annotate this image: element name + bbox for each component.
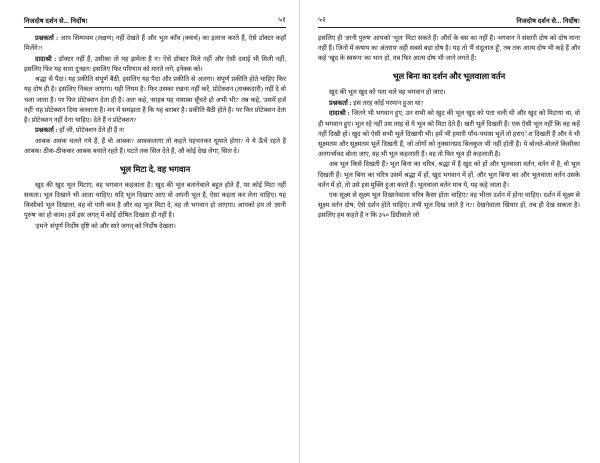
paragraph-text: श्रद्धा से पैदा। यह प्रकीति संपूर्ण बैठी, इसलिए यह पैदा और प्रकीति से अलगा। संपूर्ण प्रकीति होते चाहिए फिर यह दोष ही है। इसलिए निकल जाएगा। यही नियम है। फिर उसका रखना नहीं करें, प्रोटेक्शन (ताक्कदारी) नहीं दे वो चला जाता है। पर फिर प्रोटेक्शन देता ही है। अतः कहे, 'साहब यह नासाबा सूँचते हो अभी भी?' तब कहे, 'उसमें हर्ज नहीं' यह प्रोटेक्शन दिया करवाता है। मन में समझता है कि यह बराबर है। प्रकीति बैठी होते है। पर फिर प्रोटेक्शन देता है। प्रोटेक्शन नहीं देना चाहिए। देते हैं न प्रोटेक्शन? xyxy=(24,76,286,124)
page-left-body xyxy=(24,34,286,232)
paragraph xyxy=(318,99,580,109)
paragraph xyxy=(24,55,286,75)
section-heading: भूल बिना का दर्शन और भूलवाला वर्तन xyxy=(392,72,506,82)
speaker-label: दादाश्री : xyxy=(329,110,350,118)
running-title-left: निजदोष दर्शन से... निर्दोष! xyxy=(24,18,88,25)
paragraph-text: एक सूक्ष्म से सूक्ष्म भूल दिखानेवाला चरित्र कैसा होता चाहिए? वह भीतर दर्शन में होना चाहिए। दर्शन में सूक्ष्म से सूक्ष्म वर्तन दोष, ऐसे दर्शन होते चाहिए। तभी भूल दिख जाते है न?! देखनेवाला खियार हो, तब ही देख सकता है। इसलिए हम कहते हैं न कि ३५० डिग्रीवाले जो xyxy=(318,192,580,220)
paragraph-text: जितने भी भगवान हुए, उन सभी को खुद की भूल खुद को पता चली थी और खुद को मिटाया था, वो ही भगवान हुए। भूल रहे नहीं उस तरह से ये भूल को मिटा देते हैं। खरी भूलें दिखती हैं। एक ऐसी भूल नहीं कि वह कहें नहीं दिखी हो। खुद को ऐसी सभी भूलें दिखायी भी। हमें भी हमारी पाँच-पचास भूलें तो हराएेश दिखती हैं और वे भी सूक्ष्मतम और सूक्ष्मतम भूलें दिखती हैं, जो लोगों को नुक्सानप्रद बिलकुल भी नहीं होती हैं। ये बोलते-बोलते किसीका अनगर्भावद बोला जाए, वह भी भूल कहलाती हैं। वह तो फिर भूल ही कहलाती है। xyxy=(318,110,580,158)
paragraph-text: इस तरह कोई परमान हुआ था? xyxy=(353,99,424,107)
page-left-header xyxy=(24,14,286,25)
paragraph xyxy=(318,191,580,221)
paragraph xyxy=(318,109,580,159)
paragraph-text: आप सिम्पथम (लक्षण) नहीं देखते हैं और भूल काँव (क्वार्थ) का इलाज करते हैं, ऐसे डॉक्टर कहाँ मिलेंगे?! xyxy=(24,35,286,53)
paragraph xyxy=(318,160,580,190)
paragraph xyxy=(24,75,286,125)
paragraph-text: अब भूल किसे दिखती हैं? भूल बिना का चरित्र, श्रद्धा में है खुद को हों और भूलवाला वर्तन, वर्तन में है, वो भूल दिखती हैं। भूल बिना का चरित्र उसमें श्रद्धा में हों, खुद भगवान में हों, और भूल बिना का और भूलवाला वर्तन उसके वर्तन में हो, तो उसे इस मुक्ति हुआ करते हैं। भूलवाला वर्तन मात्र ये, यह कहे जाता है। xyxy=(318,161,580,189)
section-heading: भूल मिटा दे, वह भगवान xyxy=(119,165,191,175)
speaker-label: दादाश्री : xyxy=(35,55,57,63)
paragraph-text: हाँ जी, प्रोटेक्शन देते ही हैं न! xyxy=(59,127,125,135)
header-rule-left xyxy=(24,27,286,28)
folio-left: ५१ xyxy=(278,15,286,24)
paragraph xyxy=(24,181,286,221)
speaker-label: प्रश्नकर्ता : xyxy=(35,127,58,135)
page-right-header xyxy=(318,14,580,25)
paragraph xyxy=(24,34,286,54)
paragraph xyxy=(318,34,580,64)
folio-right: ५२ xyxy=(318,15,326,24)
speaker-label: प्रश्नकर्ता : xyxy=(329,99,352,107)
paragraph-text: आबक अवक चलते गये हैं, हैं वो आबक? आबकलागा तो कहते पहचनकर धूमाते होगा? ये ये ऊँचे रहते हैं आबक! ठीक-ठीककर आबक बचाते रहते हैं। घटते तक सिल देते हैं, औ कोई देख लेगा, सिल दे। xyxy=(24,137,286,156)
running-title-right: निजदोष दर्शन से... निर्दोष! xyxy=(516,18,580,25)
paragraph xyxy=(24,137,286,157)
page-right-body xyxy=(318,34,580,222)
page-right xyxy=(300,0,600,463)
paragraph-text: इसलिए ही 'ज्ञानी पुरुष' आपको 'भूल' मिटा सकते हैं! औरों के बस का नहीं है। भगवान ने संसारी दोष को दोष माना नहीं हैं। जिनों में कषाय का अंतराय' वही सबसे बड़ा दोष है। यह तो 'मैं चंदूलाल हूँ', तब तक आत्म दोष भी कहे हैं और कहे 'खुद के स्वरूप' का भान हो, तब फिर आत्म दोष भी जाने लगते हैं! xyxy=(318,35,580,63)
paragraph-text: खुद की खुद भूल मिटाए, वह भगवान कहलाता है। खुद की भूल बतानेवाले बहुत होते हैं, पर कोई मिटा नहीं सकता। भूल दिखाने भी आता चाहिए। यदि भूल दिखाए आए वो अपनी भूल है, ऐसा कहता कर लेना चाहिए। यह किसीको भूल दिखाना, वह वो पारी कम है और वह भूल मिटा दे, वह तो भगवान हो जाएगा। आपको हम तो 'ज्ञानी पुरुष' का हो काम। हमें इस जगत् में कोई दोषित दिखता ही नहीं है। xyxy=(24,182,286,220)
paragraph xyxy=(24,222,286,232)
paragraph xyxy=(24,126,286,136)
speaker-label: प्रश्नकर्ता : xyxy=(35,35,59,42)
paragraph xyxy=(318,88,580,98)
paragraph-text: डॉक्टर नहीं हैं, उसीका तो यह झमेला है न? ऐसे डॉक्टर मिले नहीं और ऐसी दवाई भी मिली नहीं, इसलिए फिर यह सारा दुःखन! इसलिए फिर परिणाम को मारते लगे, इनेक्क को। xyxy=(24,55,286,73)
paragraph-text: खुद की भूल खुद को पता चले वह भगवान हो जाए। xyxy=(329,89,446,97)
paragraph-text: 'हमने' संपूर्ण निर्दोष दृष्टि को और सारे जगत् को निर्दोष देखता। xyxy=(35,223,176,230)
header-rule-right xyxy=(318,27,580,28)
